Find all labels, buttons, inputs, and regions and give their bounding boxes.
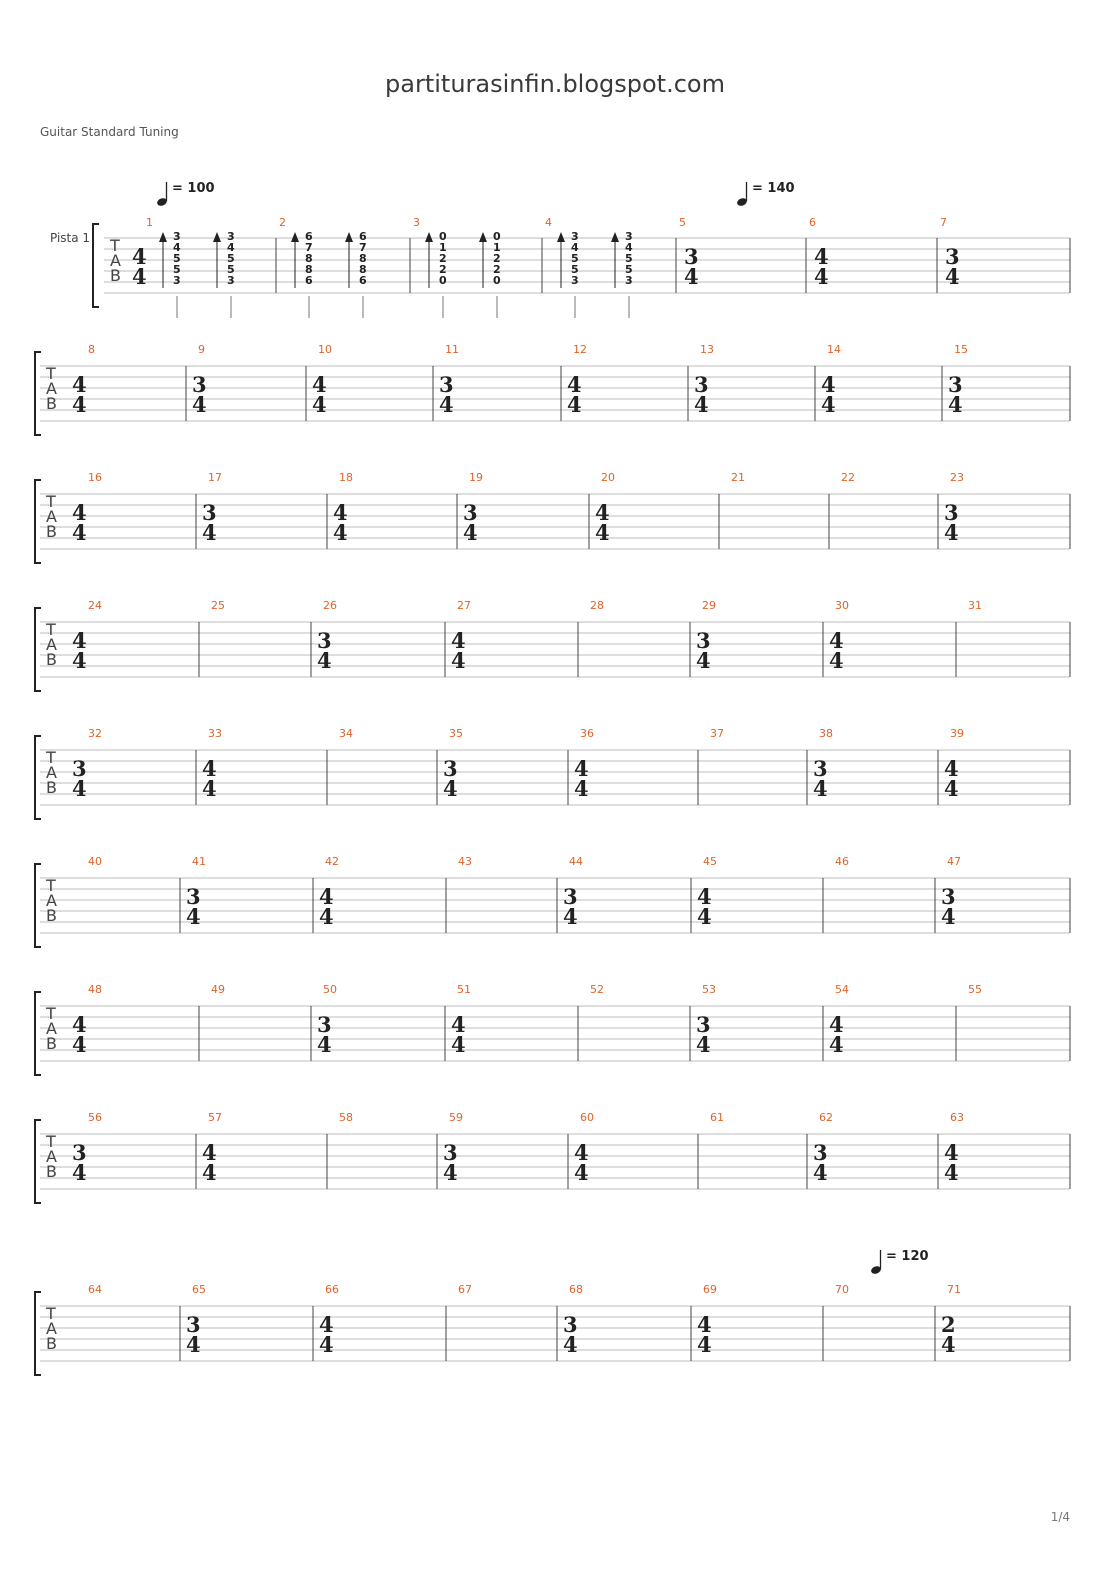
upstroke-arrow-icon xyxy=(213,232,221,242)
tab-clef-letter: A xyxy=(46,507,57,526)
fret-number: 6 xyxy=(359,230,367,243)
measure-number: 39 xyxy=(950,727,964,740)
time-signature-bottom: 4 xyxy=(563,1332,578,1357)
measure-number: 62 xyxy=(819,1111,833,1124)
fret-number: 3 xyxy=(173,230,181,243)
measure-number: 48 xyxy=(88,983,102,996)
measure-number: 58 xyxy=(339,1111,353,1124)
time-signature-bottom: 4 xyxy=(595,520,610,545)
time-signature-top: 4 xyxy=(821,372,836,397)
time-signature-bottom: 4 xyxy=(202,1160,217,1185)
tab-clef-letter: T xyxy=(46,1132,56,1151)
time-signature-top: 3 xyxy=(813,1140,828,1165)
fret-number: 6 xyxy=(305,230,313,243)
fret-number: 4 xyxy=(227,241,235,254)
measure-number: 66 xyxy=(325,1283,339,1296)
time-signature-bottom: 4 xyxy=(192,392,207,417)
measure-number: 18 xyxy=(339,471,353,484)
time-signature-bottom: 4 xyxy=(312,392,327,417)
measure-number: 41 xyxy=(192,855,206,868)
measure-number: 35 xyxy=(449,727,463,740)
time-signature-bottom: 4 xyxy=(944,1160,959,1185)
measure-number: 40 xyxy=(88,855,102,868)
time-signature-top: 4 xyxy=(333,500,348,525)
measure-number: 29 xyxy=(702,599,716,612)
upstroke-arrow-icon xyxy=(159,232,167,242)
time-signature-top: 4 xyxy=(944,756,959,781)
measure-number: 54 xyxy=(835,983,849,996)
measure-number: 24 xyxy=(88,599,102,612)
measure-number: 68 xyxy=(569,1283,583,1296)
measure-number: 3 xyxy=(413,216,420,229)
time-signature-bottom: 4 xyxy=(697,904,712,929)
time-signature-bottom: 4 xyxy=(319,1332,334,1357)
measure-number: 14 xyxy=(827,343,841,356)
time-signature-bottom: 4 xyxy=(944,776,959,801)
measure-number: 25 xyxy=(211,599,225,612)
upstroke-arrow-icon xyxy=(557,232,565,242)
tab-clef-letter: T xyxy=(46,748,56,767)
time-signature-top: 3 xyxy=(439,372,454,397)
system-bracket xyxy=(35,1120,41,1203)
time-signature-top: 2 xyxy=(941,1312,956,1337)
time-signature-bottom: 4 xyxy=(202,776,217,801)
time-signature-bottom: 4 xyxy=(814,264,829,289)
upstroke-arrow-icon xyxy=(345,232,353,242)
fret-number: 8 xyxy=(305,252,313,265)
measure-number: 8 xyxy=(88,343,95,356)
time-signature-bottom: 4 xyxy=(694,392,709,417)
time-signature-top: 4 xyxy=(72,372,87,397)
time-signature-top: 3 xyxy=(317,628,332,653)
measure-number: 46 xyxy=(835,855,849,868)
upstroke-arrow-icon xyxy=(611,232,619,242)
time-signature-bottom: 4 xyxy=(72,520,87,545)
measure-number: 7 xyxy=(940,216,947,229)
time-signature-top: 3 xyxy=(563,1312,578,1337)
measure-number: 33 xyxy=(208,727,222,740)
measure-number: 34 xyxy=(339,727,353,740)
fret-number: 3 xyxy=(173,274,181,287)
fret-number: 3 xyxy=(227,230,235,243)
time-signature-bottom: 4 xyxy=(317,1032,332,1057)
tuning-label: Guitar Standard Tuning xyxy=(40,125,179,139)
measure-number: 21 xyxy=(731,471,745,484)
fret-number: 4 xyxy=(571,241,579,254)
measure-number: 5 xyxy=(679,216,686,229)
time-signature-top: 4 xyxy=(72,628,87,653)
time-signature-top: 4 xyxy=(574,1140,589,1165)
measure-number: 28 xyxy=(590,599,604,612)
time-signature-top: 3 xyxy=(186,1312,201,1337)
time-signature-top: 4 xyxy=(451,628,466,653)
time-signature-top: 3 xyxy=(463,500,478,525)
tab-clef-letter: A xyxy=(46,379,57,398)
measure-number: 11 xyxy=(445,343,459,356)
time-signature-top: 3 xyxy=(813,756,828,781)
time-signature-bottom: 4 xyxy=(829,648,844,673)
fret-number: 2 xyxy=(493,252,501,265)
page-title: partiturasinfin.blogspot.com xyxy=(385,70,725,98)
time-signature-top: 4 xyxy=(451,1012,466,1037)
time-signature-top: 3 xyxy=(202,500,217,525)
fret-number: 3 xyxy=(571,274,579,287)
tab-clef-letter: A xyxy=(46,1019,57,1038)
time-signature-top: 3 xyxy=(443,1140,458,1165)
tempo-label: = 120 xyxy=(886,1249,929,1264)
measure-number: 22 xyxy=(841,471,855,484)
time-signature-bottom: 4 xyxy=(944,520,959,545)
tempo-label: = 140 xyxy=(752,181,795,196)
measure-number: 23 xyxy=(950,471,964,484)
system-bracket xyxy=(35,992,41,1075)
time-signature-top: 3 xyxy=(694,372,709,397)
fret-number: 5 xyxy=(173,252,181,265)
measure-number: 16 xyxy=(88,471,102,484)
time-signature-bottom: 4 xyxy=(463,520,478,545)
measure-number: 70 xyxy=(835,1283,849,1296)
fret-number: 5 xyxy=(173,263,181,276)
time-signature-top: 3 xyxy=(941,884,956,909)
fret-number: 0 xyxy=(439,274,447,287)
time-signature-top: 4 xyxy=(697,884,712,909)
fret-number: 2 xyxy=(493,263,501,276)
time-signature-top: 3 xyxy=(443,756,458,781)
fret-number: 3 xyxy=(571,230,579,243)
time-signature-bottom: 4 xyxy=(829,1032,844,1057)
measure-number: 47 xyxy=(947,855,961,868)
time-signature-top: 4 xyxy=(202,1140,217,1165)
time-signature-bottom: 4 xyxy=(941,904,956,929)
time-signature-bottom: 4 xyxy=(567,392,582,417)
fret-number: 3 xyxy=(227,274,235,287)
fret-number: 7 xyxy=(305,241,313,254)
tab-clef-letter: B xyxy=(46,522,57,541)
system-bracket xyxy=(35,736,41,819)
measure-number: 45 xyxy=(703,855,717,868)
tab-clef-letter: A xyxy=(46,635,57,654)
time-signature-bottom: 4 xyxy=(813,1160,828,1185)
tab-clef-letter: A xyxy=(46,1147,57,1166)
time-signature-bottom: 4 xyxy=(319,904,334,929)
time-signature-top: 4 xyxy=(595,500,610,525)
time-signature-bottom: 4 xyxy=(574,776,589,801)
fret-number: 2 xyxy=(439,252,447,265)
measure-number: 42 xyxy=(325,855,339,868)
upstroke-arrow-icon xyxy=(425,232,433,242)
system-bracket xyxy=(35,480,41,563)
time-signature-bottom: 4 xyxy=(813,776,828,801)
measure-number: 26 xyxy=(323,599,337,612)
measure-number: 15 xyxy=(954,343,968,356)
tempo-label: = 100 xyxy=(172,181,215,196)
fret-number: 5 xyxy=(571,252,579,265)
time-signature-bottom: 4 xyxy=(72,776,87,801)
tab-clef-letter: T xyxy=(46,1004,56,1023)
time-signature-top: 3 xyxy=(317,1012,332,1037)
measure-number: 13 xyxy=(700,343,714,356)
time-signature-top: 3 xyxy=(72,756,87,781)
measure-number: 2 xyxy=(279,216,286,229)
system-bracket xyxy=(35,352,41,435)
measure-number: 65 xyxy=(192,1283,206,1296)
measure-number: 6 xyxy=(809,216,816,229)
tab-clef-letter: B xyxy=(46,1162,57,1181)
time-signature-bottom: 4 xyxy=(684,264,699,289)
measure-number: 52 xyxy=(590,983,604,996)
time-signature-top: 4 xyxy=(72,1012,87,1037)
measure-number: 20 xyxy=(601,471,615,484)
time-signature-bottom: 4 xyxy=(186,1332,201,1357)
time-signature-bottom: 4 xyxy=(574,1160,589,1185)
time-signature-bottom: 4 xyxy=(439,392,454,417)
tab-clef-letter: T xyxy=(110,236,120,255)
time-signature-top: 3 xyxy=(186,884,201,909)
fret-number: 0 xyxy=(493,274,501,287)
time-signature-bottom: 4 xyxy=(72,648,87,673)
time-signature-top: 4 xyxy=(72,500,87,525)
fret-number: 8 xyxy=(359,263,367,276)
time-signature-bottom: 4 xyxy=(443,776,458,801)
page-number: 1/4 xyxy=(1050,1510,1070,1524)
tab-clef-letter: T xyxy=(46,364,56,383)
fret-number: 5 xyxy=(625,263,633,276)
time-signature-bottom: 4 xyxy=(945,264,960,289)
time-signature-top: 4 xyxy=(814,244,829,269)
fret-number: 6 xyxy=(305,274,313,287)
time-signature-top: 4 xyxy=(319,1312,334,1337)
time-signature-top: 3 xyxy=(696,1012,711,1037)
time-signature-top: 4 xyxy=(574,756,589,781)
fret-number: 3 xyxy=(625,230,633,243)
tab-clef-letter: A xyxy=(46,1319,57,1338)
time-signature-bottom: 4 xyxy=(317,648,332,673)
measure-number: 69 xyxy=(703,1283,717,1296)
system-bracket xyxy=(35,1292,41,1375)
fret-number: 1 xyxy=(493,241,501,254)
system-bracket xyxy=(35,864,41,947)
tab-clef-letter: T xyxy=(46,492,56,511)
time-signature-top: 4 xyxy=(567,372,582,397)
measure-number: 55 xyxy=(968,983,982,996)
time-signature-bottom: 4 xyxy=(202,520,217,545)
measure-number: 44 xyxy=(569,855,583,868)
measure-number: 32 xyxy=(88,727,102,740)
track-name: Pista 1 xyxy=(50,231,91,245)
time-signature-top: 3 xyxy=(192,372,207,397)
measure-number: 61 xyxy=(710,1111,724,1124)
time-signature-bottom: 4 xyxy=(186,904,201,929)
measure-number: 53 xyxy=(702,983,716,996)
time-signature-top: 3 xyxy=(944,500,959,525)
time-signature-top: 4 xyxy=(697,1312,712,1337)
time-signature-bottom: 4 xyxy=(697,1332,712,1357)
measure-number: 10 xyxy=(318,343,332,356)
fret-number: 8 xyxy=(305,263,313,276)
time-signature-top: 3 xyxy=(684,244,699,269)
time-signature-top: 4 xyxy=(829,628,844,653)
fret-number: 5 xyxy=(227,263,235,276)
tab-clef-letter: B xyxy=(46,394,57,413)
time-signature-bottom: 4 xyxy=(132,264,147,289)
tab-clef-letter: A xyxy=(46,763,57,782)
measure-number: 71 xyxy=(947,1283,961,1296)
measure-number: 60 xyxy=(580,1111,594,1124)
measure-number: 50 xyxy=(323,983,337,996)
measure-number: 38 xyxy=(819,727,833,740)
time-signature-top: 3 xyxy=(563,884,578,909)
fret-number: 0 xyxy=(439,230,447,243)
measure-number: 67 xyxy=(458,1283,472,1296)
measure-number: 31 xyxy=(968,599,982,612)
measure-number: 43 xyxy=(458,855,472,868)
time-signature-bottom: 4 xyxy=(696,648,711,673)
fret-number: 5 xyxy=(571,263,579,276)
measure-number: 17 xyxy=(208,471,222,484)
time-signature-top: 4 xyxy=(312,372,327,397)
fret-number: 1 xyxy=(439,241,447,254)
system-bracket xyxy=(35,608,41,691)
measure-number: 49 xyxy=(211,983,225,996)
tab-clef-letter: T xyxy=(46,620,56,639)
fret-number: 7 xyxy=(359,241,367,254)
tab-clef-letter: T xyxy=(46,876,56,895)
measure-number: 64 xyxy=(88,1283,102,1296)
time-signature-bottom: 4 xyxy=(443,1160,458,1185)
tab-clef-letter: A xyxy=(46,891,57,910)
time-signature-top: 3 xyxy=(72,1140,87,1165)
measure-number: 63 xyxy=(950,1111,964,1124)
measure-number: 37 xyxy=(710,727,724,740)
measure-number: 30 xyxy=(835,599,849,612)
tab-clef-letter: B xyxy=(46,1034,57,1053)
time-signature-bottom: 4 xyxy=(72,392,87,417)
measure-number: 59 xyxy=(449,1111,463,1124)
upstroke-arrow-icon xyxy=(479,232,487,242)
measure-number: 4 xyxy=(545,216,552,229)
measure-number: 57 xyxy=(208,1111,222,1124)
time-signature-top: 4 xyxy=(319,884,334,909)
measure-number: 12 xyxy=(573,343,587,356)
time-signature-top: 3 xyxy=(696,628,711,653)
time-signature-top: 4 xyxy=(132,244,147,269)
measure-number: 27 xyxy=(457,599,471,612)
time-signature-bottom: 4 xyxy=(451,648,466,673)
measure-number: 9 xyxy=(198,343,205,356)
measure-number: 56 xyxy=(88,1111,102,1124)
tab-clef-letter: B xyxy=(46,778,57,797)
time-signature-top: 3 xyxy=(945,244,960,269)
fret-number: 4 xyxy=(625,241,633,254)
fret-number: 2 xyxy=(439,263,447,276)
fret-number: 3 xyxy=(625,274,633,287)
tab-clef-letter: B xyxy=(46,906,57,925)
time-signature-bottom: 4 xyxy=(451,1032,466,1057)
time-signature-bottom: 4 xyxy=(72,1160,87,1185)
fret-number: 8 xyxy=(359,252,367,265)
measure-number: 36 xyxy=(580,727,594,740)
fret-number: 6 xyxy=(359,274,367,287)
system-bracket xyxy=(93,224,99,307)
time-signature-top: 4 xyxy=(829,1012,844,1037)
measure-number: 19 xyxy=(469,471,483,484)
fret-number: 5 xyxy=(625,252,633,265)
tab-clef-letter: A xyxy=(110,251,121,270)
tab-clef-letter: T xyxy=(46,1304,56,1323)
time-signature-bottom: 4 xyxy=(72,1032,87,1057)
time-signature-bottom: 4 xyxy=(563,904,578,929)
time-signature-top: 4 xyxy=(202,756,217,781)
measure-number: 51 xyxy=(457,983,471,996)
time-signature-bottom: 4 xyxy=(948,392,963,417)
time-signature-bottom: 4 xyxy=(333,520,348,545)
measure-number: 1 xyxy=(146,216,153,229)
time-signature-bottom: 4 xyxy=(821,392,836,417)
upstroke-arrow-icon xyxy=(291,232,299,242)
time-signature-bottom: 4 xyxy=(941,1332,956,1357)
tab-clef-letter: B xyxy=(46,650,57,669)
time-signature-bottom: 4 xyxy=(696,1032,711,1057)
time-signature-top: 3 xyxy=(948,372,963,397)
time-signature-top: 4 xyxy=(944,1140,959,1165)
fret-number: 4 xyxy=(173,241,181,254)
tab-clef-letter: B xyxy=(46,1334,57,1353)
tab-clef-letter: B xyxy=(110,266,121,285)
fret-number: 0 xyxy=(493,230,501,243)
fret-number: 5 xyxy=(227,252,235,265)
